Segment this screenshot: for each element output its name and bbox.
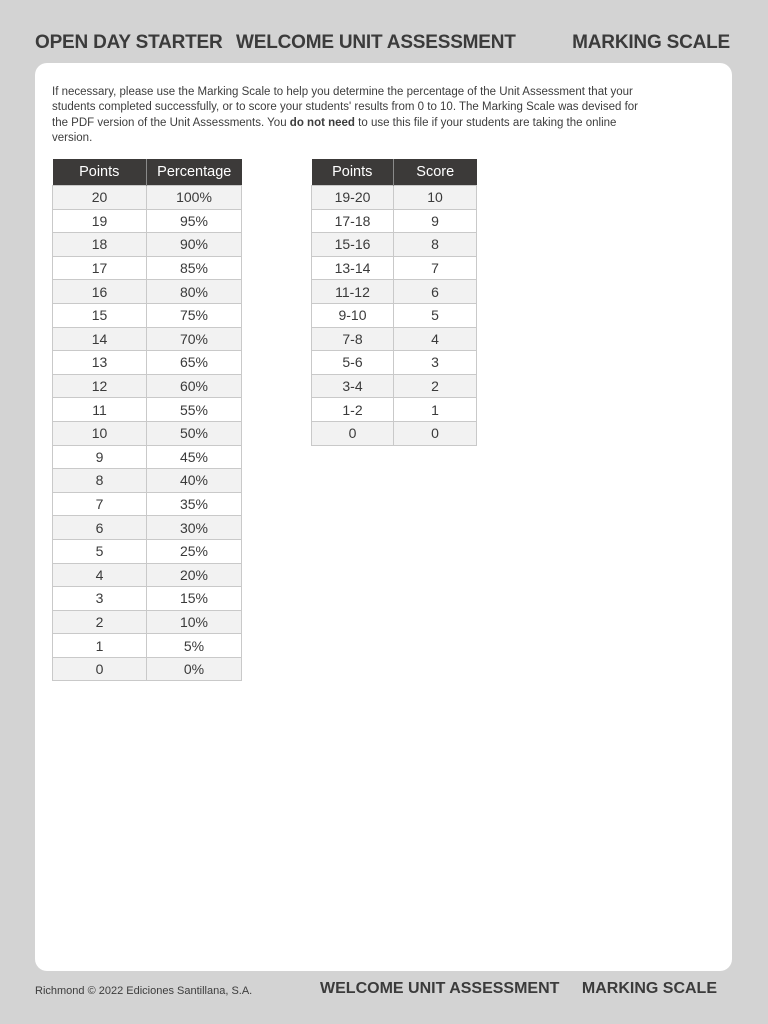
points-cell: 20 bbox=[53, 186, 147, 210]
points-cell: 7 bbox=[53, 492, 147, 516]
value-cell: 80% bbox=[147, 280, 242, 304]
table-row bbox=[53, 374, 242, 398]
table-row bbox=[312, 280, 477, 304]
points-cell: 11 bbox=[53, 398, 147, 422]
table-row bbox=[312, 186, 477, 210]
table-row bbox=[53, 351, 242, 375]
points-cell: 5 bbox=[53, 539, 147, 563]
unit-title: WELCOME UNIT ASSESSMENT bbox=[236, 32, 516, 53]
value-cell: 0% bbox=[147, 657, 242, 681]
table-row bbox=[53, 398, 242, 422]
value-cell: 55% bbox=[147, 398, 242, 422]
value-cell: 0 bbox=[394, 421, 477, 445]
table-row bbox=[53, 610, 242, 634]
points-cell: 3 bbox=[53, 587, 147, 611]
value-cell: 90% bbox=[147, 233, 242, 257]
points-cell: 5-6 bbox=[312, 351, 394, 375]
table-row bbox=[312, 256, 477, 280]
table-row bbox=[53, 587, 242, 611]
footer-titles bbox=[320, 980, 717, 998]
table-row bbox=[53, 256, 242, 280]
table-row bbox=[312, 351, 477, 375]
table-row bbox=[53, 539, 242, 563]
column-header-points: Points bbox=[312, 159, 394, 186]
value-cell: 40% bbox=[147, 469, 242, 493]
value-cell: 10% bbox=[147, 610, 242, 634]
table-row bbox=[53, 233, 242, 257]
table-row bbox=[53, 303, 242, 327]
copyright-text: Richmond © 2022 Ediciones Santillana, S.A. bbox=[35, 985, 253, 997]
table-row bbox=[312, 327, 477, 351]
table-row bbox=[53, 445, 242, 469]
content-card bbox=[35, 63, 732, 971]
intro-text-end: to use this file if your students are taking the online version. bbox=[52, 116, 617, 145]
points-cell: 9-10 bbox=[312, 303, 394, 327]
points-cell: 9 bbox=[53, 445, 147, 469]
value-cell: 3 bbox=[394, 351, 477, 375]
value-cell: 2 bbox=[394, 374, 477, 398]
points-cell: 6 bbox=[53, 516, 147, 540]
value-cell: 100% bbox=[147, 186, 242, 210]
column-header-score: Score bbox=[394, 159, 477, 186]
value-cell: 8 bbox=[394, 233, 477, 257]
points-cell: 15 bbox=[53, 303, 147, 327]
value-cell: 15% bbox=[147, 587, 242, 611]
points-cell: 19 bbox=[53, 209, 147, 233]
value-cell: 45% bbox=[147, 445, 242, 469]
value-cell: 7 bbox=[394, 256, 477, 280]
table-row bbox=[53, 563, 242, 587]
value-cell: 9 bbox=[394, 209, 477, 233]
value-cell: 75% bbox=[147, 303, 242, 327]
points-cell: 12 bbox=[53, 374, 147, 398]
value-cell: 6 bbox=[394, 280, 477, 304]
value-cell: 30% bbox=[147, 516, 242, 540]
table-header-row bbox=[53, 159, 242, 186]
table-row bbox=[53, 516, 242, 540]
table-row bbox=[53, 421, 242, 445]
points-cell: 17-18 bbox=[312, 209, 394, 233]
points-cell: 1 bbox=[53, 634, 147, 658]
page-header bbox=[35, 32, 730, 58]
value-cell: 35% bbox=[147, 492, 242, 516]
points-cell: 15-16 bbox=[312, 233, 394, 257]
points-cell: 13 bbox=[53, 351, 147, 375]
table-row bbox=[53, 209, 242, 233]
table-row bbox=[53, 657, 242, 681]
value-cell: 5% bbox=[147, 634, 242, 658]
table-row bbox=[312, 398, 477, 422]
value-cell: 20% bbox=[147, 563, 242, 587]
footer-unit-title: WELCOME UNIT ASSESSMENT bbox=[320, 980, 560, 997]
column-header-points: Points bbox=[53, 159, 147, 186]
points-cell: 13-14 bbox=[312, 256, 394, 280]
points-cell: 10 bbox=[53, 421, 147, 445]
points-cell: 4 bbox=[53, 563, 147, 587]
table-row bbox=[53, 492, 242, 516]
table-row bbox=[312, 374, 477, 398]
points-cell: 18 bbox=[53, 233, 147, 257]
intro-paragraph bbox=[52, 85, 652, 147]
points-cell: 2 bbox=[53, 610, 147, 634]
points-cell: 7-8 bbox=[312, 327, 394, 351]
points-cell: 8 bbox=[53, 469, 147, 493]
section-title: MARKING SCALE bbox=[572, 32, 730, 53]
value-cell: 5 bbox=[394, 303, 477, 327]
points-cell: 16 bbox=[53, 280, 147, 304]
table-row bbox=[53, 469, 242, 493]
table-row bbox=[312, 209, 477, 233]
percentage-table bbox=[52, 159, 242, 681]
table-header-row bbox=[312, 159, 477, 186]
course-title: OPEN DAY STARTER bbox=[35, 32, 223, 53]
points-cell: 0 bbox=[53, 657, 147, 681]
points-cell: 3-4 bbox=[312, 374, 394, 398]
table-row bbox=[312, 233, 477, 257]
value-cell: 25% bbox=[147, 539, 242, 563]
points-cell: 19-20 bbox=[312, 186, 394, 210]
intro-emphasis: do not need bbox=[289, 116, 355, 129]
points-cell: 11-12 bbox=[312, 280, 394, 304]
points-cell: 14 bbox=[53, 327, 147, 351]
column-header-percentage: Percentage bbox=[147, 159, 242, 186]
value-cell: 65% bbox=[147, 351, 242, 375]
value-cell: 60% bbox=[147, 374, 242, 398]
points-cell: 17 bbox=[53, 256, 147, 280]
points-cell: 0 bbox=[312, 421, 394, 445]
points-cell: 1-2 bbox=[312, 398, 394, 422]
table-row bbox=[53, 327, 242, 351]
table-row bbox=[53, 280, 242, 304]
table-row bbox=[53, 186, 242, 210]
table-row bbox=[53, 634, 242, 658]
value-cell: 10 bbox=[394, 186, 477, 210]
value-cell: 50% bbox=[147, 421, 242, 445]
value-cell: 1 bbox=[394, 398, 477, 422]
value-cell: 85% bbox=[147, 256, 242, 280]
value-cell: 70% bbox=[147, 327, 242, 351]
value-cell: 4 bbox=[394, 327, 477, 351]
score-table bbox=[311, 159, 477, 446]
value-cell: 95% bbox=[147, 209, 242, 233]
table-row bbox=[312, 303, 477, 327]
intro-text-start: If necessary, please use the Marking Scale to help you determine the percentage of the Unit Assessment that your students completed successfully, or to score your students' results from 0 to 10. The Marking Scale was devised for the PDF version of the Unit Assessments. You bbox=[52, 86, 638, 129]
footer-section-title: MARKING SCALE bbox=[581, 980, 717, 997]
table-row bbox=[312, 421, 477, 445]
